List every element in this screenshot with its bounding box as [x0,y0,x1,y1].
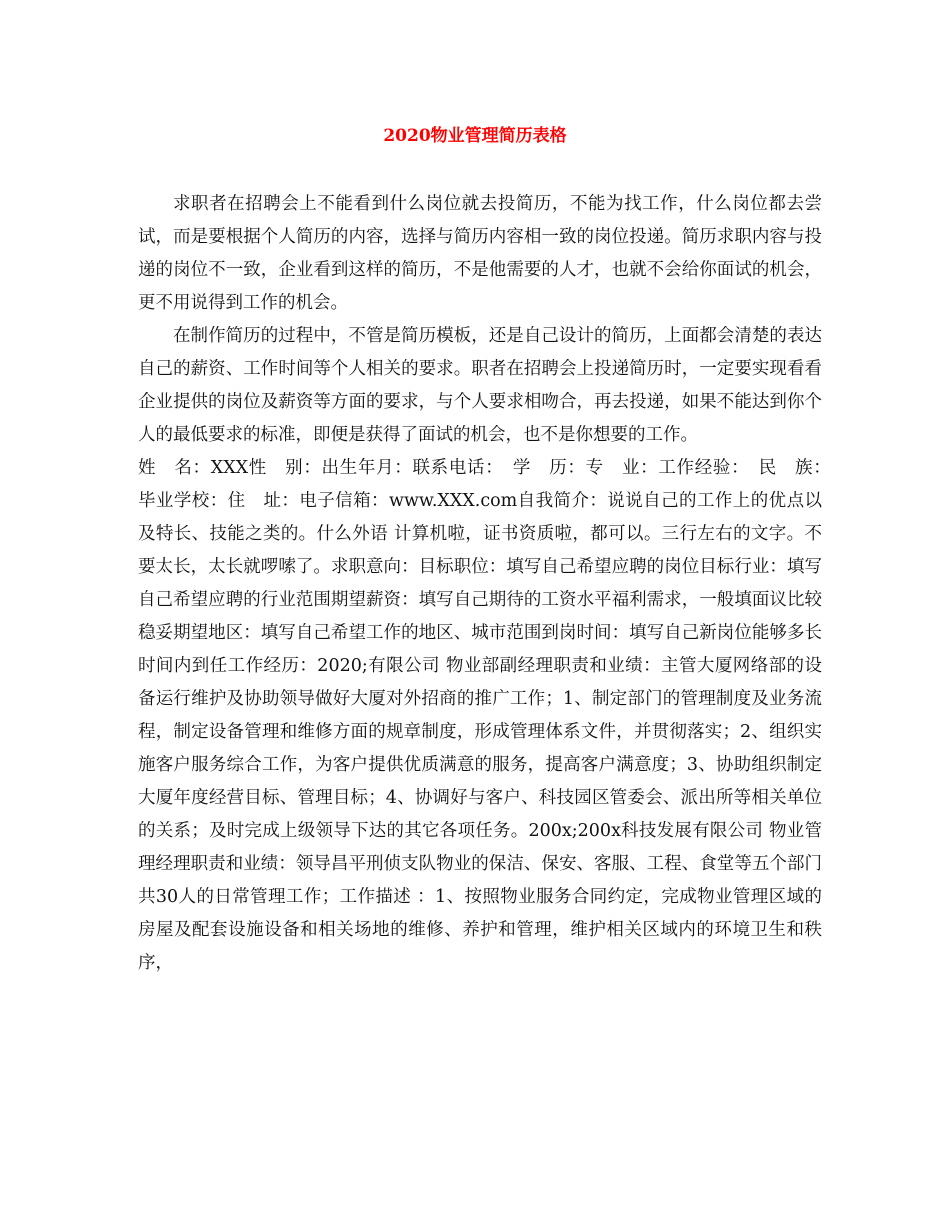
paragraph-intro: 求职者在招聘会上不能看到什么岗位就去投简历，不能为找工作，什么岗位都去尝试，而是要根据个人简历的内容，选择与简历内容相一致的岗位投递。简历求职内容与投递的岗位不一致，企业看到这样的简历，不是他需要的人才，也就不会给你面试的机会，更不用说得到工作的机会。 [138,194,822,313]
paragraph-resume-requirements: 在制作简历的过程中，不管是简历模板，还是自己设计的简历，上面都会清楚的表达自己的薪资、工作时间等个人相关的要求。职者在招聘会上投递简历时，一定要实现看看企业提供的岗位及薪资等方面的要求，与个人要求相吻合，再去投递，如果不能达到你个人的最低要求的标准，即便是获得了面试的机会，也不是你想要的工作。 [138,326,822,445]
paragraph-resume-template: 姓 名：XXX性 别：出生年月：联系电话： 学 历：专 业：工作经验： 民 族： 毕业学校：住 址：电子信箱：www.XXX.com自我简介：说说自己的工作上的优点以及特长、技能之类的。什么外语 计算机啦，证书资质啦，都可以。三行左右的文字。不要太长，太长就啰嗦了。求职意向：目标职位：填写自己希望应聘的岗位目标行业：填写自己希望应聘的行业范围期望薪资：填写自己期待的工资水平福利需求，一般填面议比较稳妥期望地区：填写自己希望工作的地区、城市范围到岗时间：填写自己新岗位能够多长时间内到任工作经历：2020;有限公司 物业部副经理职责和业绩：主管大厦网络部的设备运行维护及协助领导做好大厦对外招商的推广工作；1、制定部门的管理制度及业务流程，制定设备管理和维修方面的规章制度，形成管理体系文件，并贯彻落实；2、组织实施客户服务综合工作，为客户提供优质满意的服务，提高客户满意度；3、协助组织制定大厦年度经营目标、管理目标；4、协调好与客户、科技园区管委会、派出所等相关单位的关系；及时完成上级领导下达的其它各项任务。200x;200x科技发展有限公司 物业管理经理职责和业绩：领导昌平刑侦支队物业的保洁、保安、客服、工程、食堂等五个部门共30人的日常管理工作；工作描述 ：1、按照物业服务合同约定，完成物业管理区域的房屋及配套设施设备和相关场地的维修、养护和管理，维护相关区域内的环境卫生和秩序， [138,458,840,973]
document-body [138,188,840,980]
document-title: 2020物业管理简历表格 [383,126,567,146]
